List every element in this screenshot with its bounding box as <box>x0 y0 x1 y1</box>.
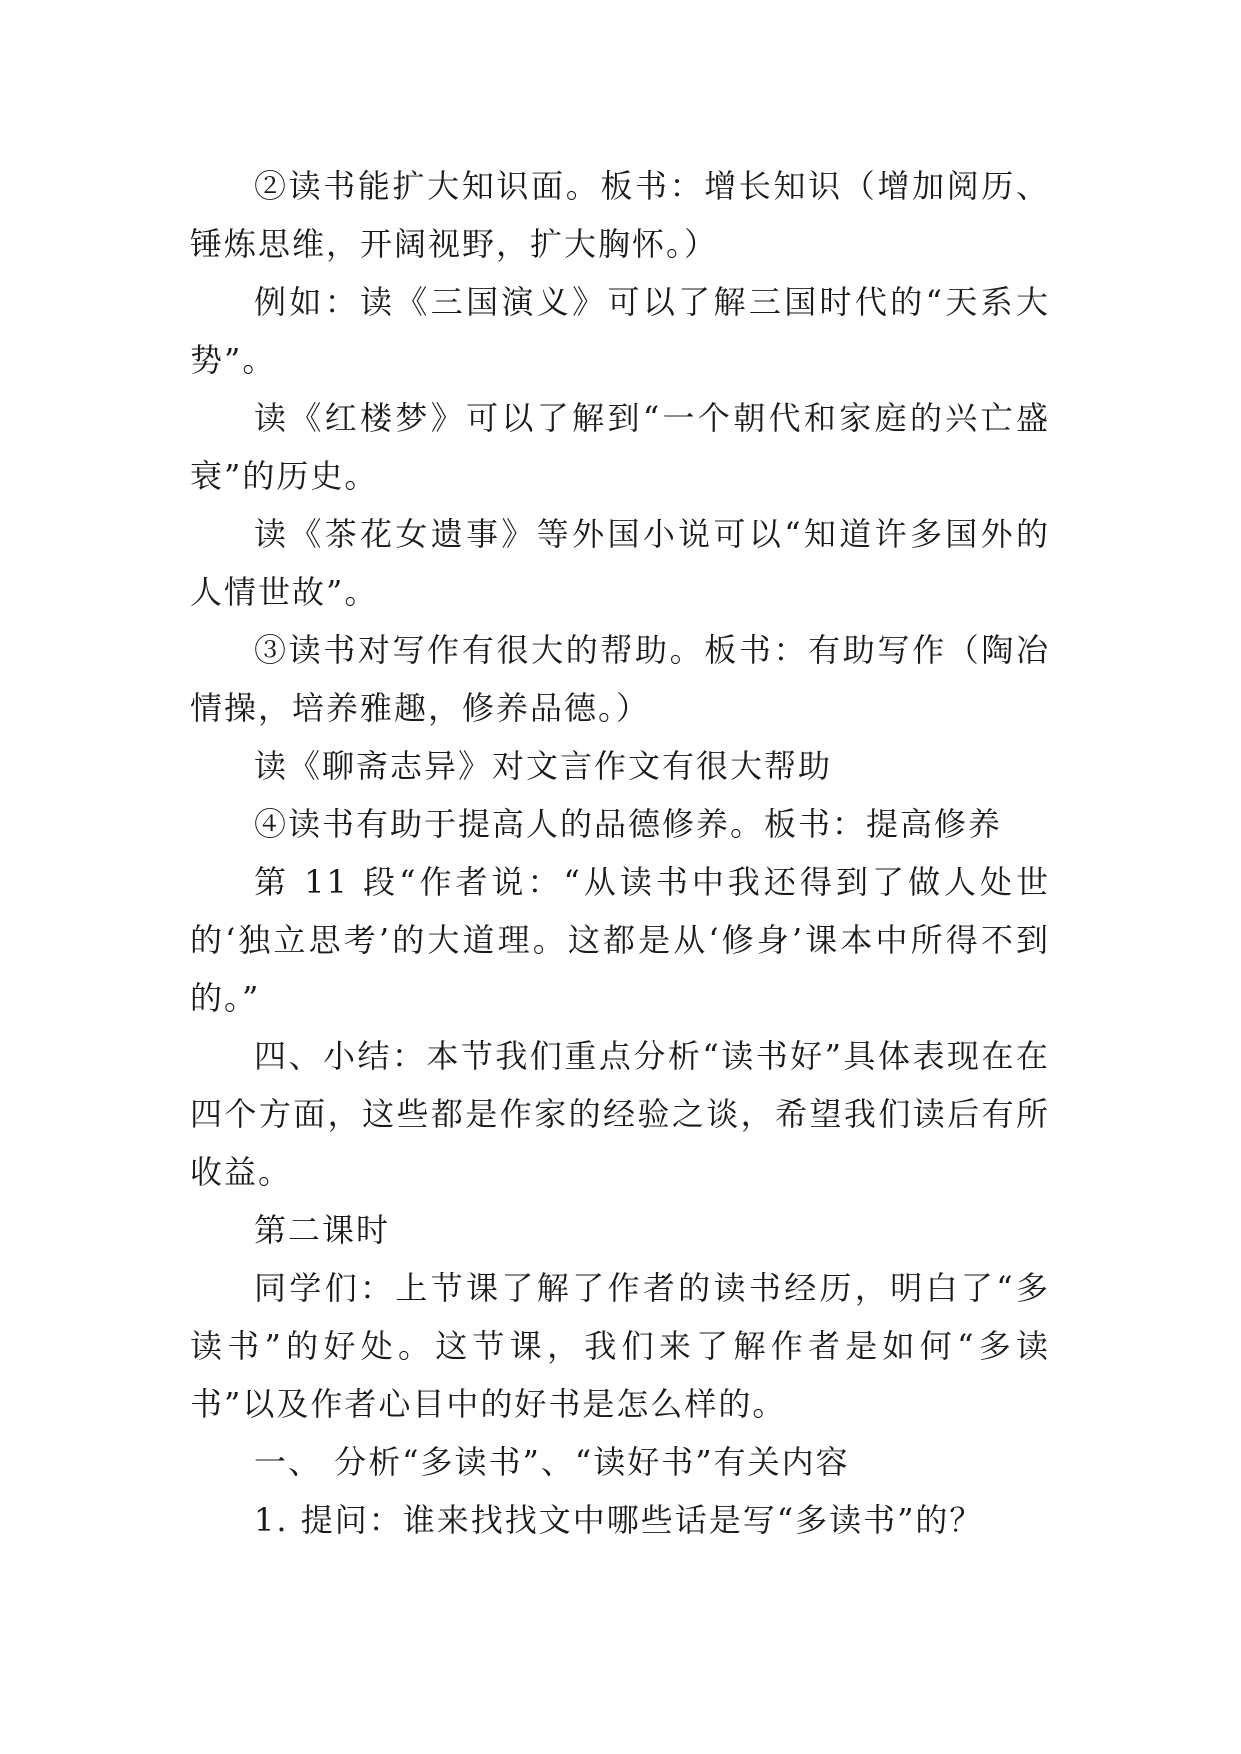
document-body <box>190 157 1050 1549</box>
paragraph-question-1: 1. 提问：谁来找找文中哪些话是写“多读书”的？ <box>254 1501 984 1539</box>
paragraph-summary: 四、小结：本节我们重点分析“读书好”具体表现在在四个方面，这些都是作家的经验之谈，希望我们读后有所收益。 <box>190 1037 1050 1191</box>
paragraph-analysis-heading: 一、 分析“多读书”、“读好书”有关内容 <box>254 1443 850 1481</box>
paragraph-knowledge: ②读书能扩大知识面。板书：增长知识（增加阅历、锤炼思维，开阔视野，扩大胸怀。） <box>190 167 1050 263</box>
paragraph-example-sanguo: 例如：读《三国演义》可以了解三国时代的“天系大势”。 <box>190 283 1050 379</box>
paragraph-section-11: 第 11 段“作者说：“从读书中我还得到了做人处世的‘独立思考’的大道理。这都是从‘修身’课本中所得不到的。” <box>190 863 1050 1017</box>
paragraph-writing: ③读书对写作有很大的帮助。板书：有助写作（陶冶情操，培养雅趣，修养品德。） <box>190 631 1050 727</box>
paragraph-example-liaozhai: 读《聊斋志异》对文言作文有很大帮助 <box>254 747 833 785</box>
paragraph-example-chahua: 读《茶花女遗事》等外国小说可以“知道许多国外的人情世故”。 <box>190 515 1050 611</box>
paragraph-lesson-two-intro: 同学们：上节课了解了作者的读书经历，明白了“多读书”的好处。这节课，我们来了解作者是如何“多读书”以及作者心目中的好书是怎么样的。 <box>190 1269 1050 1423</box>
paragraph-lesson-two-heading: 第二课时 <box>254 1211 391 1249</box>
paragraph-example-honglou: 读《红楼梦》可以了解到“一个朝代和家庭的兴亡盛衰”的历史。 <box>190 399 1050 495</box>
paragraph-morality: ④读书有助于提高人的品德修养。板书：提高修养 <box>254 805 1003 843</box>
